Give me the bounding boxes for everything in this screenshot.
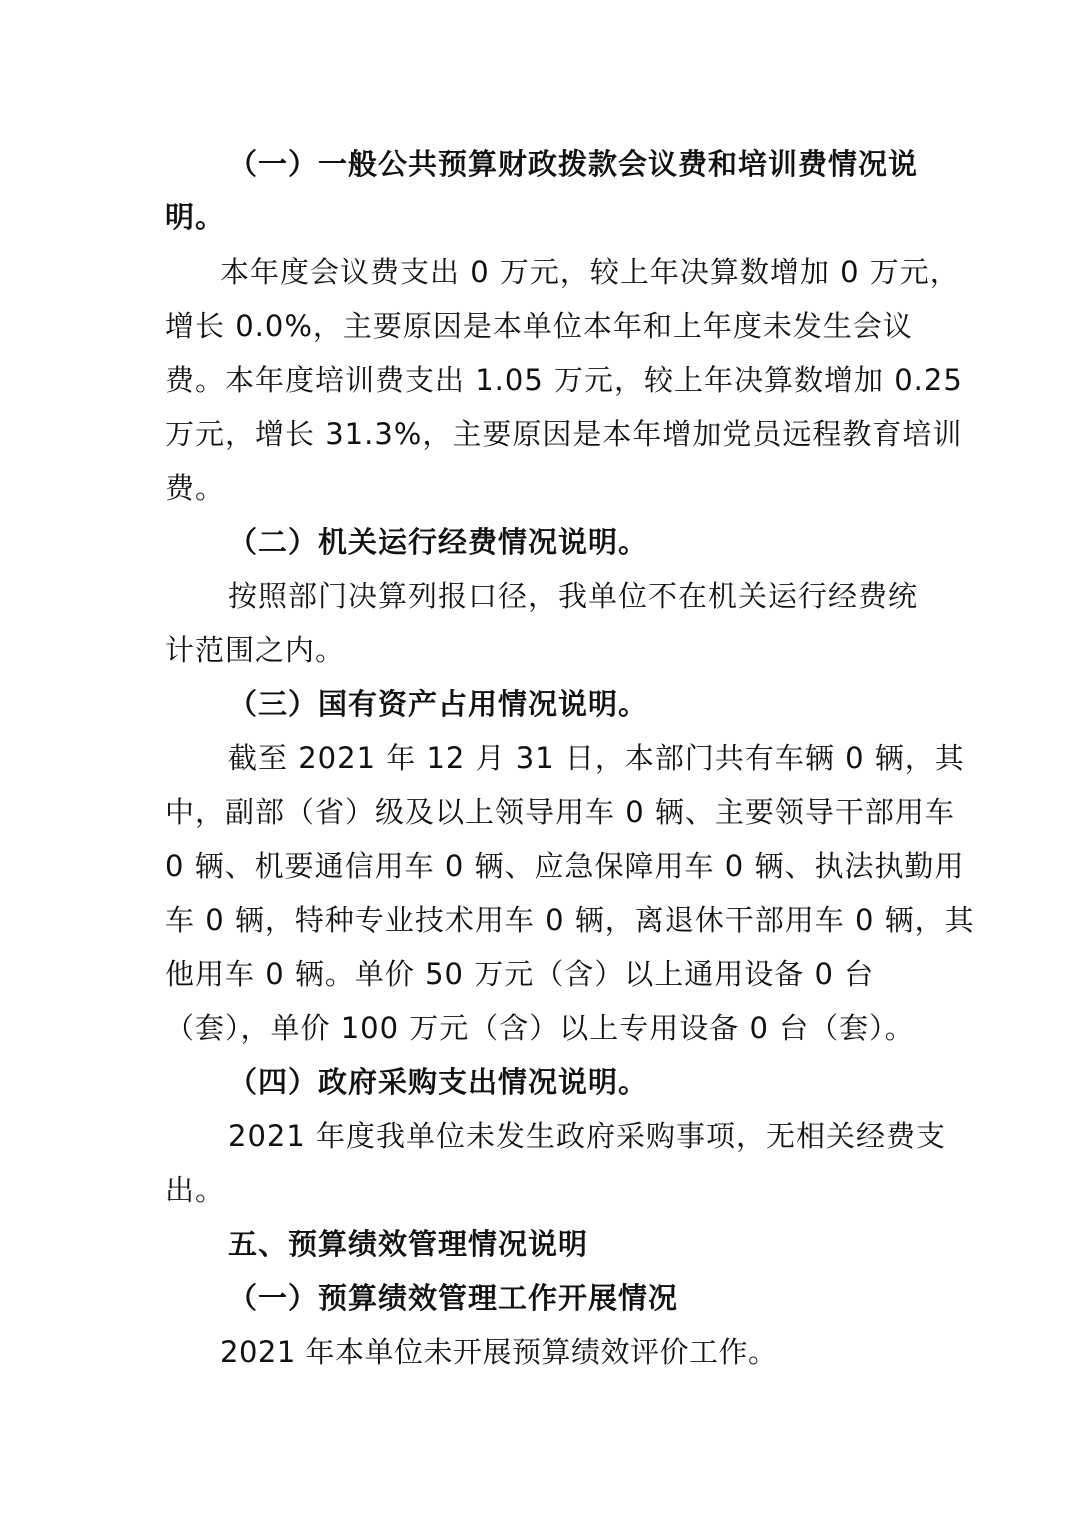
paragraph-line: 万元，增长 31.3%，主要原因是本年增加党员远程教育培训 xyxy=(165,417,963,451)
section-heading-performance-management: 五、预算绩效管理情况说明 xyxy=(228,1227,589,1261)
heading-state-assets: （三）国有资产占用情况说明。 xyxy=(228,687,649,721)
heading-government-procurement: （四）政府采购支出情况说明。 xyxy=(228,1065,649,1099)
paragraph-line: 增长 0.0%，主要原因是本单位本年和上年度未发生会议 xyxy=(165,309,913,343)
paragraph-line: 本年度会议费支出 0 万元，较上年决算数增加 0 万元， xyxy=(220,255,960,289)
paragraph-line: 2021 年本单位未开展预算绩效评价工作。 xyxy=(220,1335,778,1369)
paragraph-line: （套），单价 100 万元（含）以上专用设备 0 台（套）。 xyxy=(165,1011,915,1045)
heading-meeting-training-fees-cont: 明。 xyxy=(165,200,226,234)
paragraph-line: 按照部门决算列报口径，我单位不在机关运行经费统 xyxy=(228,579,919,613)
paragraph-line: 0 辆、机要通信用车 0 辆、应急保障用车 0 辆、执法执勤用 xyxy=(165,849,965,883)
heading-performance-work: （一）预算绩效管理工作开展情况 xyxy=(228,1281,679,1315)
paragraph-line: 出。 xyxy=(165,1173,226,1207)
paragraph-line: 他用车 0 辆。单价 50 万元（含）以上通用设备 0 台 xyxy=(165,957,875,991)
heading-office-operating-expenses: （二）机关运行经费情况说明。 xyxy=(228,525,649,559)
paragraph-line: 费。本年度培训费支出 1.05 万元，较上年决算数增加 0.25 xyxy=(165,363,963,397)
paragraph-line: 2021 年度我单位未发生政府采购事项，无相关经费支 xyxy=(228,1119,947,1153)
paragraph-line: 中，副部（省）级及以上领导用车 0 辆、主要领导干部用车 xyxy=(165,795,955,829)
paragraph-line: 费。 xyxy=(165,471,226,505)
paragraph-line: 截至 2021 年 12 月 31 日，本部门共有车辆 0 辆，其 xyxy=(228,741,965,775)
paragraph-line: 计范围之内。 xyxy=(165,633,346,667)
paragraph-line: 车 0 辆，特种专业技术用车 0 辆，离退休干部用车 0 辆，其 xyxy=(165,903,975,937)
heading-meeting-training-fees: （一）一般公共预算财政拨款会议费和培训费情况说 xyxy=(228,147,919,181)
